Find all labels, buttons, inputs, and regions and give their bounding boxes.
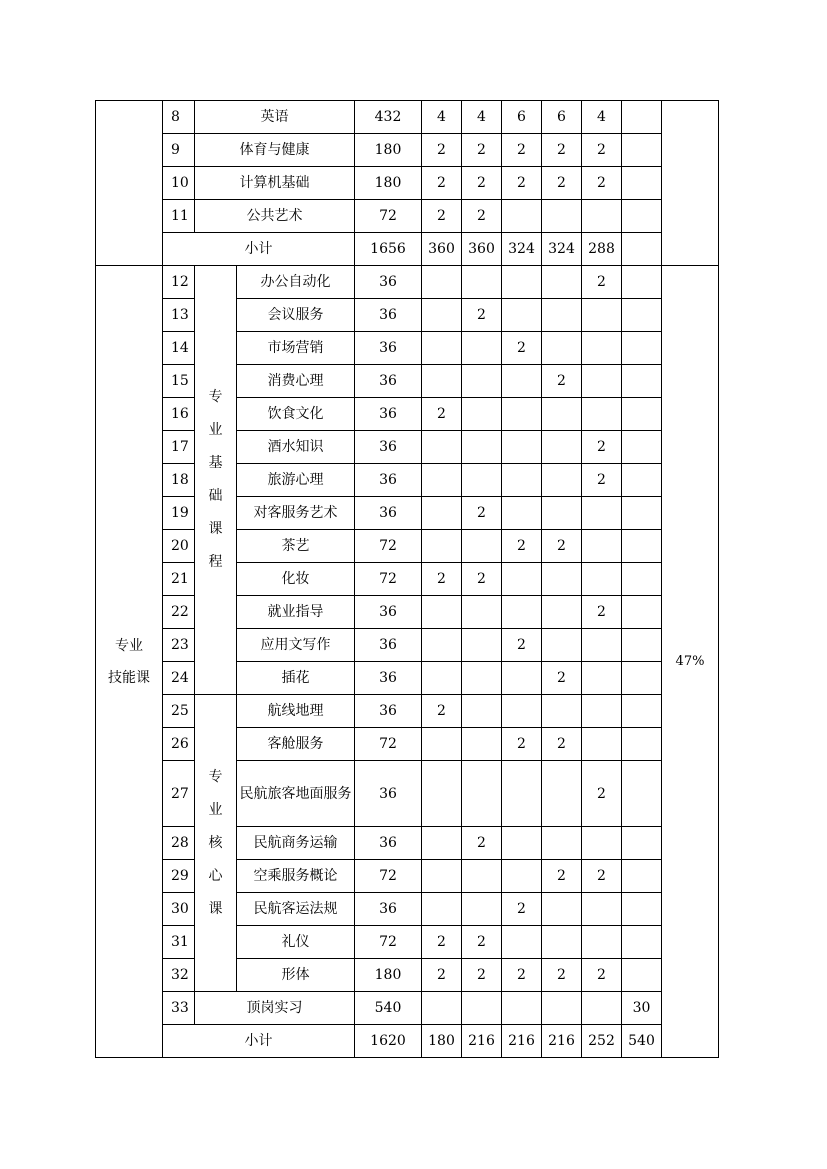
- semester-s5-hours: [582, 563, 622, 596]
- table-row: [96, 167, 719, 200]
- semester-s3-hours: 2: [502, 134, 542, 167]
- semester-s5-hours: [582, 200, 622, 233]
- course-hours: 36: [355, 695, 422, 728]
- semester-s3-hours: 6: [502, 101, 542, 134]
- course-name: 市场营销: [237, 332, 355, 365]
- semester-s4-hours: [542, 926, 582, 959]
- semester-s6-hours: [622, 728, 662, 761]
- semester-s3-hours: [502, 992, 542, 1025]
- semester-s3-hours: [502, 464, 542, 497]
- semester-s5-hours: 288: [582, 233, 622, 266]
- semester-s2-hours: [462, 662, 502, 695]
- course-hours: 72: [355, 200, 422, 233]
- semester-s5-hours: [582, 365, 622, 398]
- semester-s4-hours: [542, 464, 582, 497]
- semester-s5-hours: [582, 398, 622, 431]
- semester-s1-hours: [422, 464, 462, 497]
- table-row: [96, 563, 719, 596]
- course-name: 民航客运法规: [237, 893, 355, 926]
- semester-s5-hours: 2: [582, 860, 622, 893]
- curriculum-table: [95, 100, 719, 1058]
- semester-s3-hours: [502, 926, 542, 959]
- course-number: 26: [163, 728, 195, 761]
- semester-s1-hours: [422, 992, 462, 1025]
- curriculum-table-body: [96, 101, 719, 1058]
- course-hours: 72: [355, 860, 422, 893]
- semester-s1-hours: [422, 266, 462, 299]
- course-number: 21: [163, 563, 195, 596]
- semester-s5-hours: 2: [582, 596, 622, 629]
- semester-s1-hours: [422, 761, 462, 827]
- semester-s6-hours: [622, 629, 662, 662]
- semester-s1-hours: [422, 662, 462, 695]
- table-row: [96, 1025, 719, 1058]
- course-hours: 36: [355, 827, 422, 860]
- semester-s4-hours: 324: [542, 233, 582, 266]
- table-row: [96, 266, 719, 299]
- semester-s4-hours: 6: [542, 101, 582, 134]
- semester-s6-hours: 540: [622, 1025, 662, 1058]
- course-number: 27: [163, 761, 195, 827]
- course-number: 14: [163, 332, 195, 365]
- semester-s5-hours: [582, 926, 622, 959]
- course-number: 18: [163, 464, 195, 497]
- semester-s1-hours: [422, 860, 462, 893]
- semester-s3-hours: 216: [502, 1025, 542, 1058]
- semester-s4-hours: [542, 761, 582, 827]
- course-number: 9: [163, 134, 195, 167]
- course-hours: 36: [355, 893, 422, 926]
- course-name: 茶艺: [237, 530, 355, 563]
- semester-s3-hours: [502, 860, 542, 893]
- semester-s3-hours: 2: [502, 167, 542, 200]
- semester-s1-hours: [422, 530, 462, 563]
- semester-s2-hours: [462, 266, 502, 299]
- semester-s3-hours: [502, 827, 542, 860]
- course-name: 就业指导: [237, 596, 355, 629]
- semester-s5-hours: [582, 728, 622, 761]
- semester-s6-hours: [622, 530, 662, 563]
- course-hours: 72: [355, 926, 422, 959]
- course-number: 32: [163, 959, 195, 992]
- semester-s6-hours: [622, 497, 662, 530]
- category-label-line2: 技能课: [108, 669, 150, 686]
- semester-s4-hours: 2: [542, 662, 582, 695]
- semester-s4-hours: 2: [542, 134, 582, 167]
- semester-s5-hours: 252: [582, 1025, 622, 1058]
- table-row: [96, 365, 719, 398]
- semester-s1-hours: 2: [422, 695, 462, 728]
- semester-s6-hours: [622, 233, 662, 266]
- course-number: 29: [163, 860, 195, 893]
- course-hours: 36: [355, 596, 422, 629]
- table-row: [96, 398, 719, 431]
- semester-s4-hours: 2: [542, 860, 582, 893]
- semester-s6-hours: [622, 959, 662, 992]
- course-name: 计算机基础: [195, 167, 355, 200]
- course-hours: 36: [355, 266, 422, 299]
- course-name: 航线地理: [237, 695, 355, 728]
- semester-s5-hours: 2: [582, 761, 622, 827]
- semester-s1-hours: [422, 365, 462, 398]
- subtotal-label: 小计: [163, 233, 355, 266]
- semester-s4-hours: [542, 332, 582, 365]
- semester-s3-hours: [502, 662, 542, 695]
- semester-s3-hours: [502, 431, 542, 464]
- semester-s4-hours: [542, 827, 582, 860]
- course-name: 体育与健康: [195, 134, 355, 167]
- semester-s2-hours: 360: [462, 233, 502, 266]
- semester-s4-hours: [542, 596, 582, 629]
- percent-cell-blank: [662, 101, 719, 266]
- course-hours: 540: [355, 992, 422, 1025]
- semester-s1-hours: [422, 596, 462, 629]
- course-number: 11: [163, 200, 195, 233]
- course-number: 31: [163, 926, 195, 959]
- semester-s3-hours: [502, 266, 542, 299]
- course-number: 20: [163, 530, 195, 563]
- semester-s4-hours: [542, 563, 582, 596]
- table-row: [96, 497, 719, 530]
- semester-s3-hours: [502, 497, 542, 530]
- course-hours: 1620: [355, 1025, 422, 1058]
- course-hours: 180: [355, 167, 422, 200]
- course-number: 30: [163, 893, 195, 926]
- semester-s5-hours: [582, 497, 622, 530]
- course-hours: 36: [355, 431, 422, 464]
- table-row: [96, 926, 719, 959]
- semester-s2-hours: [462, 431, 502, 464]
- semester-s6-hours: [622, 563, 662, 596]
- course-name: 消费心理: [237, 365, 355, 398]
- table-row: [96, 233, 719, 266]
- course-hours: 36: [355, 398, 422, 431]
- semester-s4-hours: 2: [542, 530, 582, 563]
- semester-s6-hours: [622, 464, 662, 497]
- semester-s6-hours: [622, 299, 662, 332]
- semester-s3-hours: 2: [502, 893, 542, 926]
- semester-s1-hours: 2: [422, 398, 462, 431]
- course-number: 33: [163, 992, 195, 1025]
- semester-s1-hours: 4: [422, 101, 462, 134]
- course-number: 24: [163, 662, 195, 695]
- table-row: [96, 299, 719, 332]
- table-row: [96, 629, 719, 662]
- semester-s5-hours: 2: [582, 266, 622, 299]
- semester-s3-hours: [502, 398, 542, 431]
- semester-s3-hours: [502, 596, 542, 629]
- semester-s2-hours: [462, 629, 502, 662]
- semester-s4-hours: [542, 629, 582, 662]
- course-hours: 36: [355, 332, 422, 365]
- semester-s2-hours: [462, 464, 502, 497]
- table-row: [96, 893, 719, 926]
- course-hours: 36: [355, 299, 422, 332]
- course-number: 16: [163, 398, 195, 431]
- semester-s4-hours: 2: [542, 959, 582, 992]
- course-number: 19: [163, 497, 195, 530]
- semester-s1-hours: 2: [422, 563, 462, 596]
- semester-s2-hours: 2: [462, 299, 502, 332]
- course-name: 形体: [237, 959, 355, 992]
- semester-s4-hours: [542, 200, 582, 233]
- semester-s5-hours: [582, 662, 622, 695]
- semester-s4-hours: [542, 431, 582, 464]
- semester-s2-hours: 4: [462, 101, 502, 134]
- semester-s6-hours: [622, 101, 662, 134]
- semester-s2-hours: 2: [462, 497, 502, 530]
- category-cell-blank: [96, 101, 163, 266]
- semester-s3-hours: [502, 761, 542, 827]
- semester-s5-hours: 2: [582, 959, 622, 992]
- semester-s5-hours: 2: [582, 431, 622, 464]
- course-name: 英语: [195, 101, 355, 134]
- course-hours: 36: [355, 497, 422, 530]
- category-label-line1: 专业: [115, 637, 143, 654]
- semester-s3-hours: 2: [502, 959, 542, 992]
- semester-s1-hours: 2: [422, 959, 462, 992]
- course-name: 空乘服务概论: [237, 860, 355, 893]
- semester-s2-hours: [462, 596, 502, 629]
- semester-s6-hours: [622, 662, 662, 695]
- semester-s2-hours: 2: [462, 167, 502, 200]
- semester-s5-hours: [582, 992, 622, 1025]
- semester-s2-hours: 2: [462, 563, 502, 596]
- semester-s2-hours: [462, 761, 502, 827]
- semester-s2-hours: 2: [462, 959, 502, 992]
- course-name: 礼仪: [237, 926, 355, 959]
- semester-s5-hours: 4: [582, 101, 622, 134]
- semester-s6-hours: [622, 827, 662, 860]
- semester-s4-hours: 2: [542, 167, 582, 200]
- semester-s4-hours: [542, 893, 582, 926]
- semester-s2-hours: [462, 398, 502, 431]
- course-number: 10: [163, 167, 195, 200]
- semester-s2-hours: 216: [462, 1025, 502, 1058]
- course-hours: 72: [355, 563, 422, 596]
- semester-s5-hours: [582, 827, 622, 860]
- semester-s3-hours: 2: [502, 530, 542, 563]
- course-number: 12: [163, 266, 195, 299]
- course-hours: 36: [355, 662, 422, 695]
- course-name: 应用文写作: [237, 629, 355, 662]
- semester-s3-hours: [502, 200, 542, 233]
- semester-s4-hours: [542, 695, 582, 728]
- course-number: 22: [163, 596, 195, 629]
- course-hours: 1656: [355, 233, 422, 266]
- course-hours: 36: [355, 629, 422, 662]
- group-core-courses: 专 业 核 心 课: [195, 695, 237, 992]
- semester-s6-hours: [622, 167, 662, 200]
- semester-s2-hours: 2: [462, 827, 502, 860]
- semester-s4-hours: [542, 266, 582, 299]
- semester-s2-hours: [462, 365, 502, 398]
- table-row: [96, 827, 719, 860]
- semester-s2-hours: [462, 530, 502, 563]
- semester-s3-hours: 2: [502, 728, 542, 761]
- semester-s2-hours: [462, 992, 502, 1025]
- semester-s6-hours: [622, 332, 662, 365]
- course-name: 旅游心理: [237, 464, 355, 497]
- percent-value: 47%: [662, 266, 719, 1058]
- course-name: 民航旅客地面服务: [237, 761, 355, 827]
- semester-s5-hours: [582, 299, 622, 332]
- table-row: [96, 101, 719, 134]
- semester-s4-hours: [542, 992, 582, 1025]
- course-number: 25: [163, 695, 195, 728]
- table-row: [96, 530, 719, 563]
- semester-s4-hours: 2: [542, 365, 582, 398]
- semester-s1-hours: [422, 893, 462, 926]
- semester-s6-hours: [622, 860, 662, 893]
- semester-s3-hours: [502, 299, 542, 332]
- semester-s1-hours: [422, 497, 462, 530]
- semester-s4-hours: 2: [542, 728, 582, 761]
- semester-s3-hours: 2: [502, 332, 542, 365]
- semester-s2-hours: [462, 695, 502, 728]
- table-row: [96, 662, 719, 695]
- table-row: [96, 596, 719, 629]
- course-number: 28: [163, 827, 195, 860]
- semester-s2-hours: [462, 860, 502, 893]
- course-number: 15: [163, 365, 195, 398]
- semester-s1-hours: [422, 431, 462, 464]
- semester-s5-hours: 2: [582, 167, 622, 200]
- semester-s1-hours: 2: [422, 926, 462, 959]
- table-row: [96, 200, 719, 233]
- course-name: 化妆: [237, 563, 355, 596]
- category-label: [96, 266, 163, 1058]
- course-hours: 36: [355, 464, 422, 497]
- course-name: 饮食文化: [237, 398, 355, 431]
- semester-s1-hours: [422, 332, 462, 365]
- semester-s5-hours: [582, 893, 622, 926]
- semester-s4-hours: [542, 299, 582, 332]
- semester-s1-hours: [422, 629, 462, 662]
- course-name: 会议服务: [237, 299, 355, 332]
- semester-s5-hours: [582, 530, 622, 563]
- table-row: [96, 134, 719, 167]
- semester-s4-hours: 216: [542, 1025, 582, 1058]
- semester-s5-hours: [582, 629, 622, 662]
- table-row: [96, 761, 719, 827]
- semester-s2-hours: [462, 332, 502, 365]
- semester-s1-hours: 2: [422, 200, 462, 233]
- semester-s2-hours: [462, 893, 502, 926]
- semester-s6-hours: [622, 266, 662, 299]
- course-number: 8: [163, 101, 195, 134]
- course-hours: 36: [355, 365, 422, 398]
- semester-s6-hours: [622, 695, 662, 728]
- semester-s5-hours: 2: [582, 134, 622, 167]
- semester-s1-hours: 180: [422, 1025, 462, 1058]
- course-number: 23: [163, 629, 195, 662]
- semester-s3-hours: [502, 563, 542, 596]
- semester-s6-hours: [622, 761, 662, 827]
- semester-s6-hours: 30: [622, 992, 662, 1025]
- table-row: [96, 728, 719, 761]
- semester-s6-hours: [622, 398, 662, 431]
- semester-s1-hours: 2: [422, 134, 462, 167]
- course-name: 客舱服务: [237, 728, 355, 761]
- course-name: 顶岗实习: [195, 992, 355, 1025]
- course-hours: 72: [355, 728, 422, 761]
- table-row: [96, 992, 719, 1025]
- course-hours: 180: [355, 959, 422, 992]
- semester-s6-hours: [622, 365, 662, 398]
- table-row: [96, 332, 719, 365]
- course-number: 17: [163, 431, 195, 464]
- semester-s6-hours: [622, 200, 662, 233]
- table-row: [96, 695, 719, 728]
- semester-s1-hours: [422, 299, 462, 332]
- semester-s3-hours: [502, 695, 542, 728]
- semester-s4-hours: [542, 497, 582, 530]
- semester-s1-hours: [422, 728, 462, 761]
- course-name: 办公自动化: [237, 266, 355, 299]
- semester-s3-hours: 324: [502, 233, 542, 266]
- course-name: 插花: [237, 662, 355, 695]
- table-row: [96, 959, 719, 992]
- semester-s1-hours: 360: [422, 233, 462, 266]
- semester-s4-hours: [542, 398, 582, 431]
- table-row: [96, 464, 719, 497]
- course-hours: 180: [355, 134, 422, 167]
- course-number: 13: [163, 299, 195, 332]
- semester-s6-hours: [622, 431, 662, 464]
- table-row: [96, 431, 719, 464]
- group-basic-courses: 专 业 基 础 课 程: [195, 266, 237, 695]
- semester-s5-hours: [582, 695, 622, 728]
- semester-s6-hours: [622, 134, 662, 167]
- semester-s3-hours: 2: [502, 629, 542, 662]
- semester-s6-hours: [622, 596, 662, 629]
- semester-s3-hours: [502, 365, 542, 398]
- course-hours: 36: [355, 761, 422, 827]
- semester-s6-hours: [622, 926, 662, 959]
- semester-s1-hours: [422, 827, 462, 860]
- semester-s2-hours: 2: [462, 200, 502, 233]
- semester-s1-hours: 2: [422, 167, 462, 200]
- course-hours: 432: [355, 101, 422, 134]
- course-name: 酒水知识: [237, 431, 355, 464]
- subtotal-label: 小计: [163, 1025, 355, 1058]
- course-name: 公共艺术: [195, 200, 355, 233]
- semester-s5-hours: [582, 332, 622, 365]
- semester-s5-hours: 2: [582, 464, 622, 497]
- semester-s6-hours: [622, 893, 662, 926]
- course-name: 民航商务运输: [237, 827, 355, 860]
- course-hours: 72: [355, 530, 422, 563]
- semester-s2-hours: 2: [462, 134, 502, 167]
- semester-s2-hours: 2: [462, 926, 502, 959]
- semester-s2-hours: [462, 728, 502, 761]
- course-name: 对客服务艺术: [237, 497, 355, 530]
- table-row: [96, 860, 719, 893]
